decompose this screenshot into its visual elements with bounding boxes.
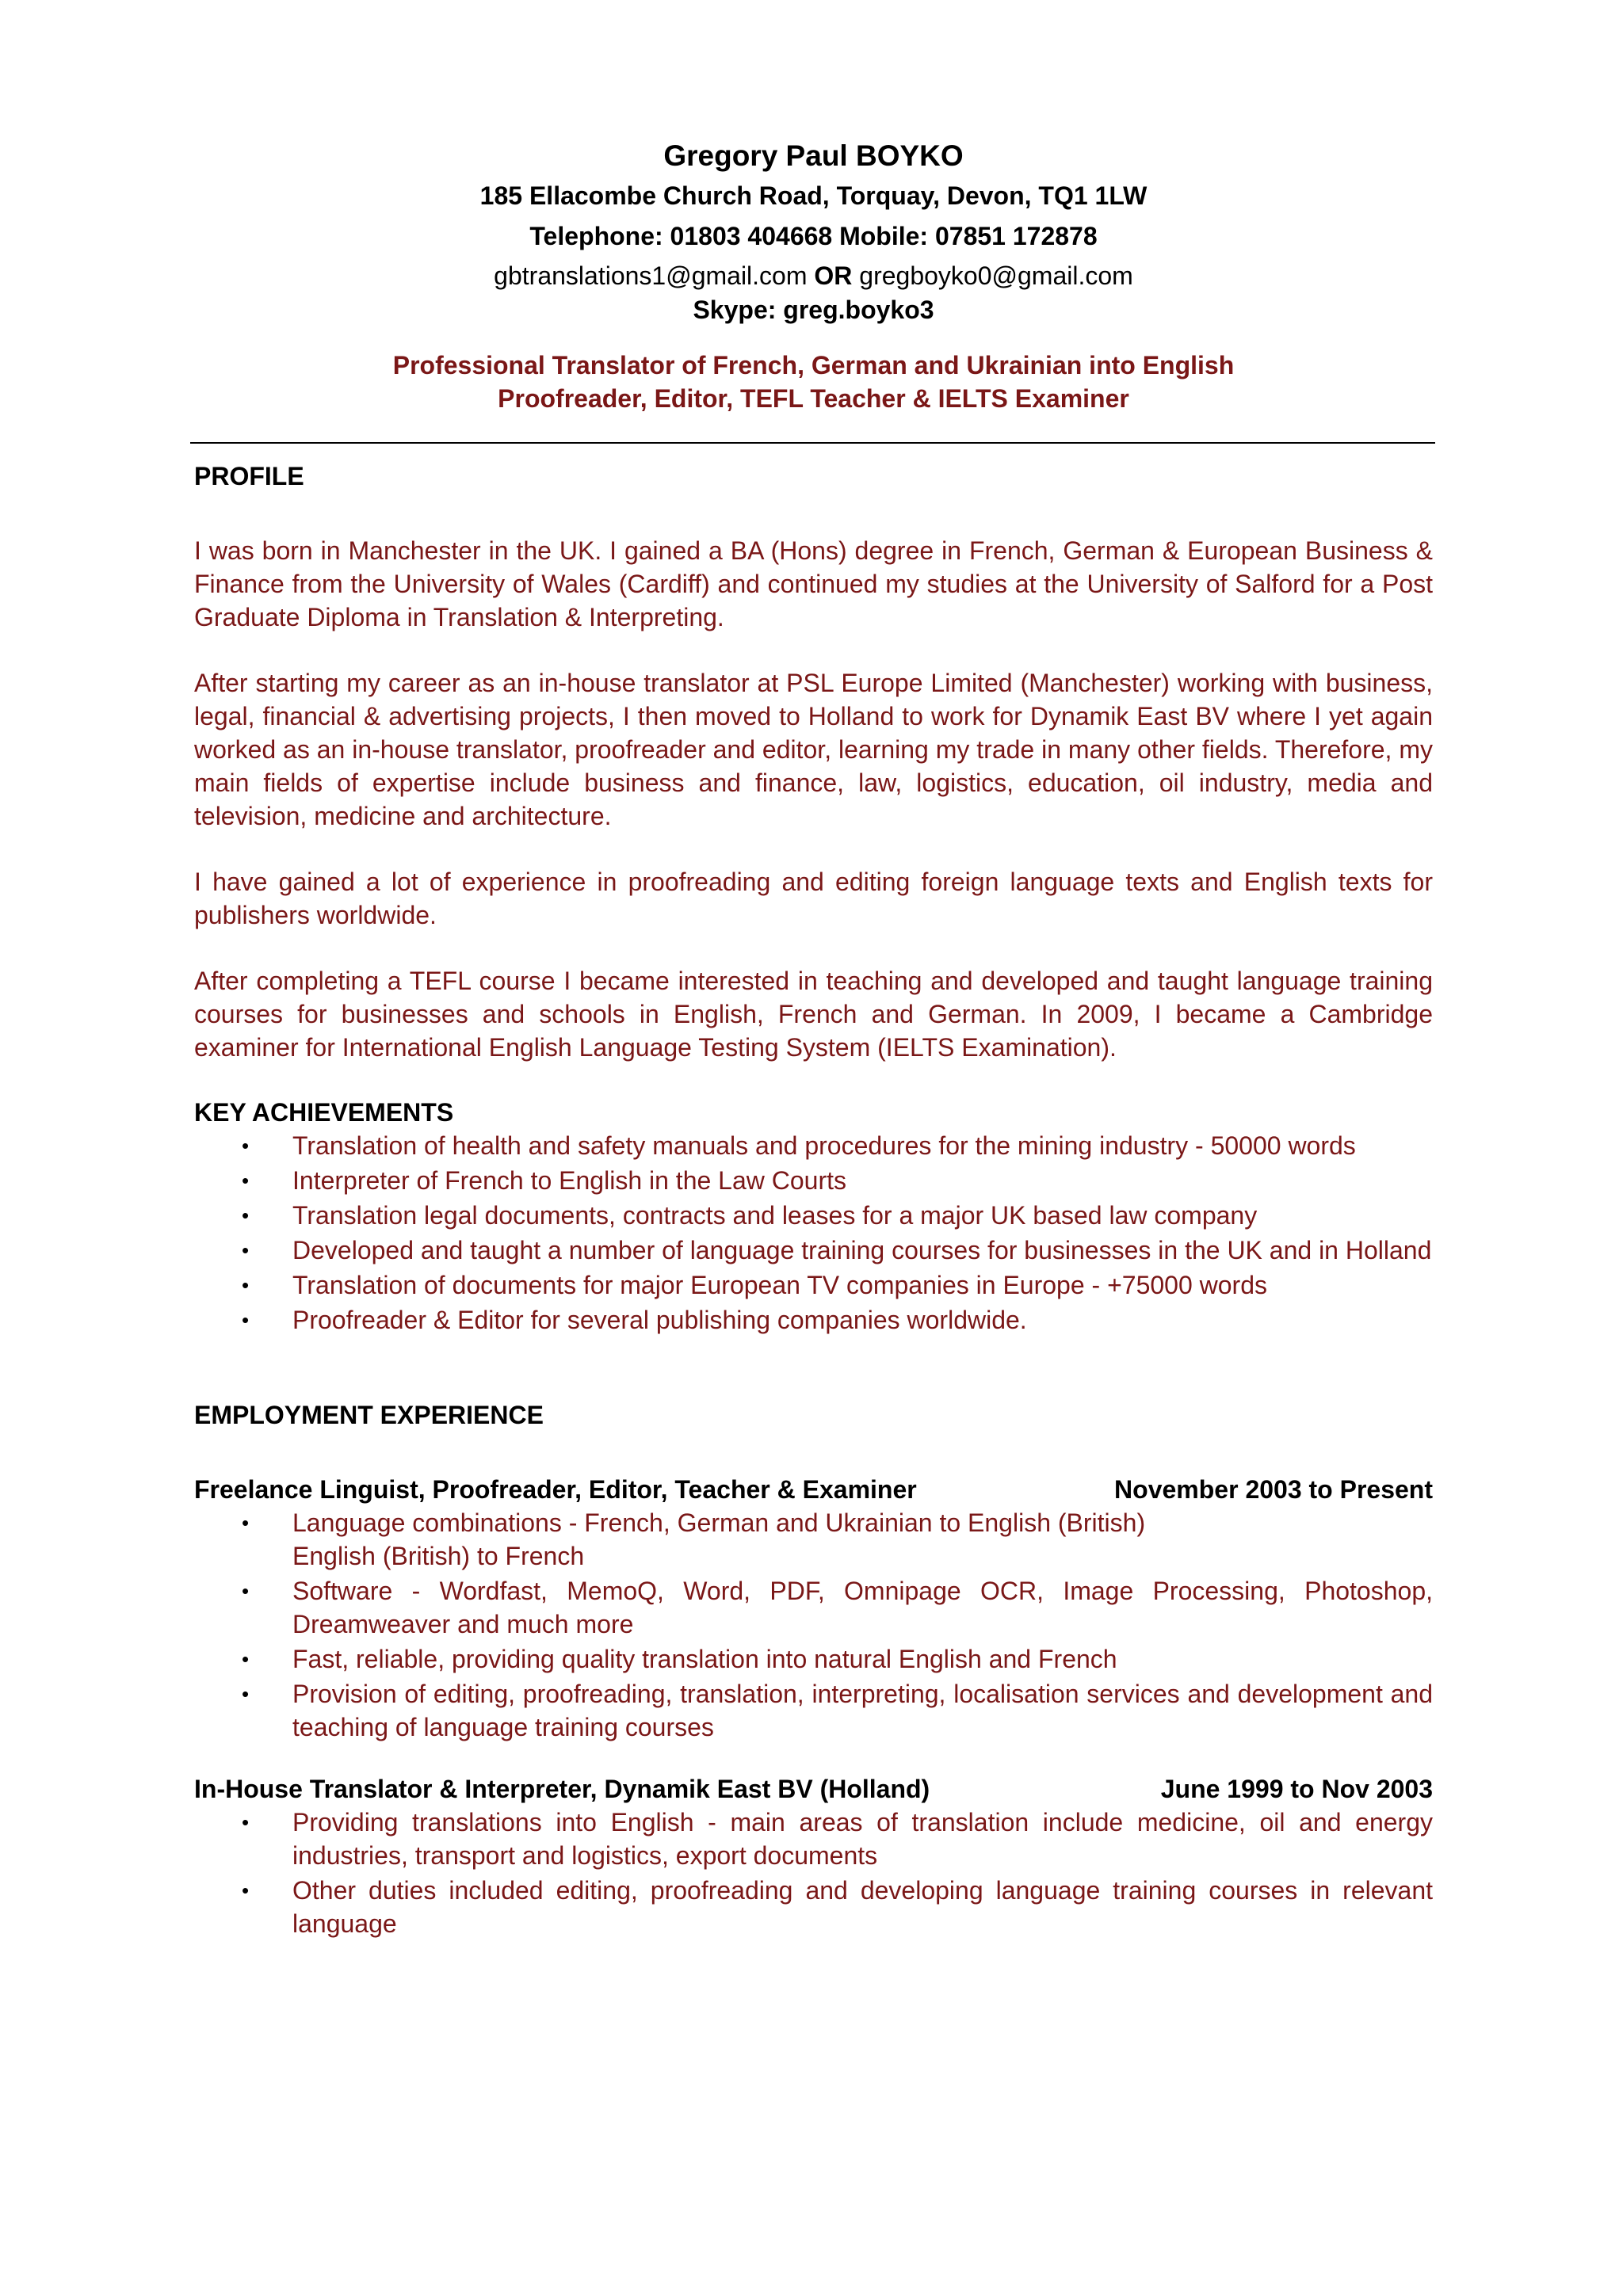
profile-heading: PROFILE <box>194 462 304 490</box>
list-item <box>194 1234 1433 1267</box>
job-header <box>194 1772 1433 1806</box>
candidate-name: Gregory Paul BOYKO <box>663 139 964 172</box>
list-item-text: Fast, reliable, providing quality translation into natural English and French <box>292 1645 1117 1673</box>
list-item-text: Other duties included editing, proofreading and developing language training courses in relevant language <box>292 1876 1433 1938</box>
bullet-icon: • <box>242 1511 250 1535</box>
list-item-text: Provision of editing, proofreading, translation, interpreting, localisation services and development and teaching of language training courses <box>292 1680 1433 1741</box>
list-item-text: Translation of health and safety manuals and procedures for the mining industry - 50000 words <box>292 1131 1356 1160</box>
list-item <box>194 1806 1433 1872</box>
skype-id: Skype: greg.boyko3 <box>693 296 934 324</box>
list-item-text: Software - Wordfast, MemoQ, Word, PDF, Omnipage OCR, Image Processing, Photoshop, Dreamweaver and much more <box>292 1577 1433 1638</box>
list-item-text: Translation of documents for major European TV companies in Europe - +75000 words <box>292 1271 1267 1299</box>
list-item-text: Language combinations - French, German and Ukrainian to English (British) <box>292 1508 1146 1537</box>
address: 185 Ellacombe Church Road, Torquay, Devon, TQ1 1LW <box>479 181 1148 210</box>
bullet-icon: • <box>242 1169 250 1192</box>
profile-section <box>194 534 1433 1064</box>
cv-header <box>194 136 1433 415</box>
job-duties-list <box>194 1806 1433 1940</box>
job-duties-list <box>194 1506 1433 1744</box>
email-secondary[interactable]: gregboyko0@gmail.com <box>859 261 1133 290</box>
list-item <box>194 1874 1433 1940</box>
list-item <box>194 1164 1433 1197</box>
job-header <box>194 1473 1433 1506</box>
profile-paragraph: I have gained a lot of experience in proofreading and editing foreign language texts and English texts for publishers worldwide. <box>194 868 1433 929</box>
job-dates: June 1999 to Nov 2003 <box>1160 1775 1433 1803</box>
bullet-icon: • <box>242 1203 250 1227</box>
header-divider <box>190 442 1435 444</box>
list-item <box>194 1129 1433 1162</box>
profile-paragraph: After completing a TEFL course I became interested in teaching and developed and taught language training courses for businesses and schools in English, French and German. In 2009, I became a Cambridge examiner for International English Language Testing System (IELTS Examination). <box>194 967 1433 1062</box>
bullet-icon: • <box>242 1238 250 1262</box>
list-item <box>194 1268 1433 1302</box>
bullet-icon: • <box>242 1647 250 1671</box>
list-item-text: Interpreter of French to English in the Law Courts <box>292 1166 847 1195</box>
list-item <box>194 1199 1433 1232</box>
employment-heading: EMPLOYMENT EXPERIENCE <box>194 1401 544 1429</box>
job-role: In-House Translator & Interpreter, Dynamik East BV (Holland) <box>194 1775 930 1803</box>
bullet-icon: • <box>242 1579 250 1603</box>
bullet-icon: • <box>242 1273 250 1297</box>
email-line <box>194 258 1433 293</box>
bullet-icon: • <box>242 1810 250 1834</box>
list-item <box>194 1303 1433 1337</box>
profile-paragraph: I was born in Manchester in the UK. I gained a BA (Hons) degree in French, German & European Business & Finance from the University of Wales (Cardiff) and continued my studies at the University of Salford for a Post Graduate Diploma in Translation & Interpreting. <box>194 536 1433 631</box>
professional-tagline <box>194 349 1433 415</box>
list-item <box>194 1677 1433 1744</box>
list-item-text: Providing translations into English - main areas of translation include medicine, oil and energy industries, transport and logistics, export documents <box>292 1808 1433 1870</box>
achievements-list <box>194 1129 1433 1337</box>
list-item-text: Proofreader & Editor for several publishing companies worldwide. <box>292 1306 1027 1334</box>
list-item-text: Translation legal documents, contracts and leases for a major UK based law company <box>292 1201 1258 1230</box>
bullet-icon: • <box>242 1878 250 1902</box>
tagline-line-2: Proofreader, Editor, TEFL Teacher & IELTS Examiner <box>498 384 1129 413</box>
list-item-text: Developed and taught a number of language training courses for businesses in the UK and in Holland <box>292 1236 1432 1264</box>
tagline-line-1: Professional Translator of French, German and Ukrainian into English <box>392 351 1235 379</box>
email-primary[interactable]: gbtranslations1@gmail.com <box>494 261 808 290</box>
profile-paragraph: After starting my career as an in-house translator at PSL Europe Limited (Manchester) working with business, legal, financial & advertising projects, I then moved to Holland to work for Dynamik East BV where I yet again worked as an in-house translator, proofreader and editor, learning my trade in many other fields. Therefore, my main fields of expertise include business and finance, law, logistics, education, oil industry, media and television, medicine and architecture. <box>194 669 1433 830</box>
email-or: OR <box>814 261 853 290</box>
bullet-icon: • <box>242 1134 250 1158</box>
job-role: Freelance Linguist, Proofreader, Editor, Teacher & Examiner <box>194 1475 917 1504</box>
phone-numbers: Telephone: 01803 404668 Mobile: 07851 172878 <box>529 222 1098 250</box>
job-dates: November 2003 to Present <box>1114 1475 1433 1504</box>
bullet-icon: • <box>242 1308 250 1332</box>
list-item <box>194 1642 1433 1676</box>
bullet-icon: • <box>242 1682 250 1706</box>
list-item <box>194 1574 1433 1641</box>
list-item-subline: English (British) to French <box>292 1542 585 1570</box>
achievements-heading: KEY ACHIEVEMENTS <box>194 1098 454 1127</box>
list-item <box>194 1506 1433 1573</box>
